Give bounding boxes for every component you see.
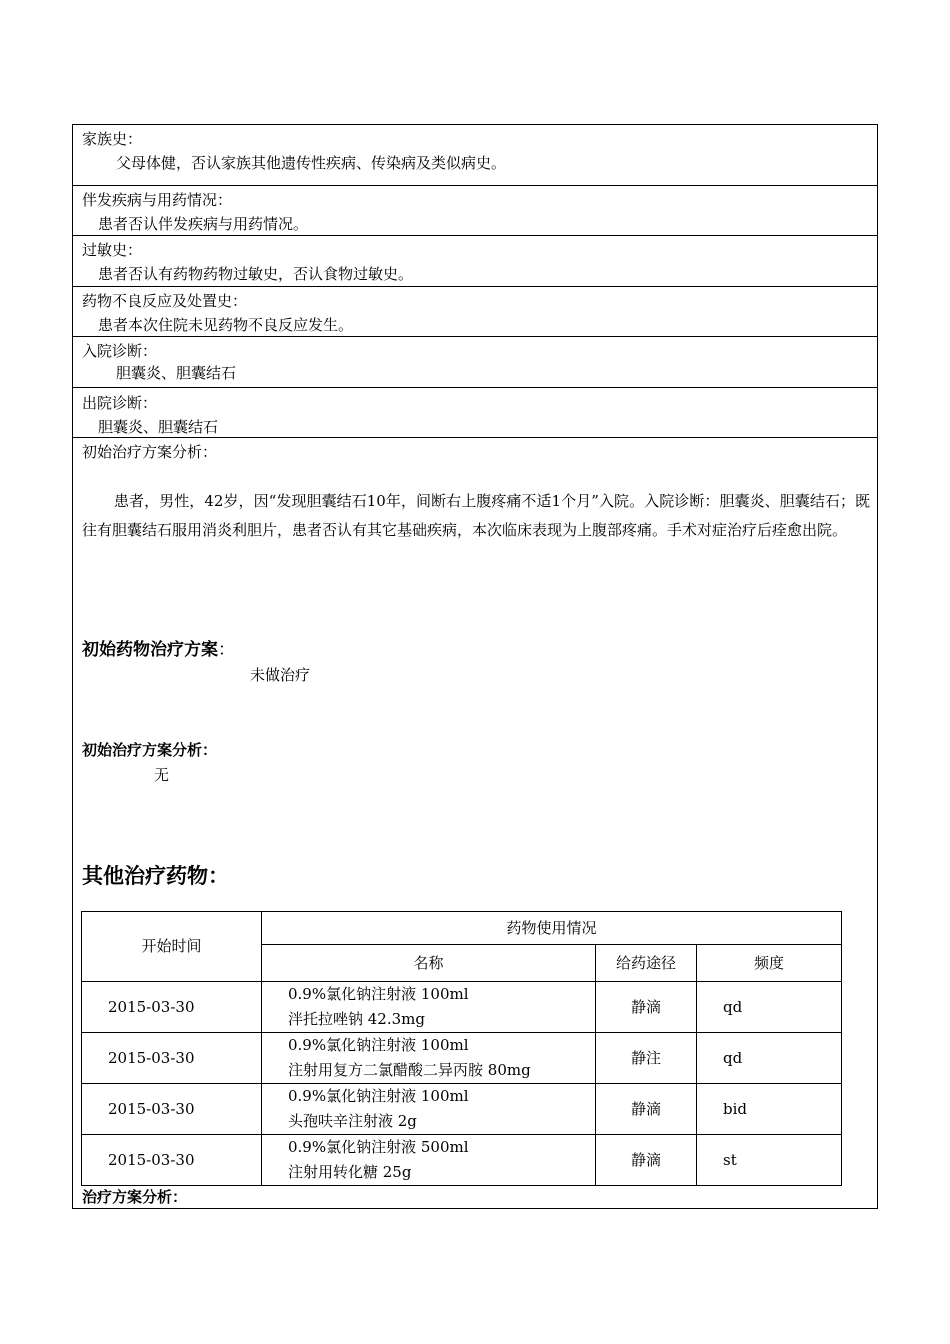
allergy-section [73, 236, 877, 287]
drug-line-2: 头孢呋辛注射液 2g [288, 1112, 417, 1130]
admission-dx-text: 胆囊炎、胆囊结石 [116, 364, 237, 382]
admission-dx-label: 入院诊断： [82, 342, 158, 360]
table-row [82, 982, 842, 1033]
family-history-section [73, 125, 877, 186]
other-drugs-heading: 其他治疗药物： [82, 863, 229, 888]
col-freq-header: 频度 [697, 945, 842, 982]
allergy-text: 患者否认有药物药物过敏史，否认食物过敏史。 [98, 265, 414, 283]
admission-dx-section [73, 337, 877, 388]
initial-drug-plan-label: 初始药物治疗方案 [82, 640, 218, 660]
initial-drug-plan-colon: ： [218, 640, 235, 660]
row-date: 2015-03-30 [82, 1033, 262, 1084]
row-drug-name [262, 1084, 596, 1135]
discharge-dx-text: 胆囊炎、胆囊结石 [98, 418, 219, 436]
row-drug-name [262, 1135, 596, 1186]
table-row [82, 1135, 842, 1186]
case-summary-paragraph: 患者，男性，42岁，因“发现胆囊结石10年，间断右上腹疼痛不适1个月”入院。入院诊断：胆囊炎、胆囊结石；既往有胆囊结石服用消炎利胆片，患者否认有其它基础疾病，本次临床表现为上腹部疼痛。手术对症治疗后痊愈出院。 [82, 492, 870, 539]
drug-line-1: 0.9%氯化钠注射液 100ml [288, 1087, 469, 1105]
col-route-header: 给药途径 [596, 945, 697, 982]
col-usage-header: 药物使用情况 [262, 912, 842, 945]
drug-line-2: 泮托拉唑钠 42.3mg [288, 1010, 425, 1028]
table-row [82, 1084, 842, 1135]
comorbidity-section [73, 186, 877, 236]
row-route: 静注 [596, 1033, 697, 1084]
row-frequency: bid [697, 1084, 842, 1135]
row-date: 2015-03-30 [82, 982, 262, 1033]
row-route: 静滴 [596, 1135, 697, 1186]
discharge-dx-section [73, 388, 877, 438]
initial-drug-plan-heading [82, 641, 235, 659]
table-header-row [82, 912, 842, 945]
discharge-dx-label: 出院诊断： [82, 394, 158, 412]
family-history-text: 父母体健，否认家族其他遗传性疾病、传染病及类似病史。 [116, 154, 507, 172]
comorbidity-text: 患者否认伴发疾病与用药情况。 [98, 215, 309, 233]
plan-analysis-label: 治疗方案分析： [82, 1188, 188, 1206]
drug-line-1: 0.9%氯化钠注射液 500ml [288, 1138, 469, 1156]
initial-drug-plan-text: 未做治疗 [250, 666, 311, 684]
comorbidity-label: 伴发疾病与用药情况： [82, 191, 233, 209]
row-route: 静滴 [596, 982, 697, 1033]
adr-section [73, 287, 877, 337]
family-history-label: 家族史： [82, 130, 143, 148]
col-start-header: 开始时间 [82, 912, 262, 982]
adr-text: 患者本次住院未见药物不良反应发生。 [98, 316, 354, 334]
row-date: 2015-03-30 [82, 1135, 262, 1186]
table-row [82, 1033, 842, 1084]
row-drug-name [262, 982, 596, 1033]
row-date: 2015-03-30 [82, 1084, 262, 1135]
initial-plan-analysis-text: 无 [154, 766, 170, 784]
drug-line-1: 0.9%氯化钠注射液 100ml [288, 1036, 469, 1054]
initial-plan-analysis-label: 初始治疗方案分析： [82, 741, 218, 759]
initial-analysis-label: 初始治疗方案分析： [82, 443, 218, 461]
row-frequency: st [697, 1135, 842, 1186]
drug-line-2: 注射用转化糖 25g [288, 1163, 412, 1181]
row-route: 静滴 [596, 1084, 697, 1135]
allergy-label: 过敏史： [82, 241, 143, 259]
adr-label: 药物不良反应及处置史： [82, 292, 248, 310]
row-frequency: qd [697, 982, 842, 1033]
col-name-header: 名称 [262, 945, 596, 982]
medication-table [81, 911, 842, 1186]
drug-line-1: 0.9%氯化钠注射液 100ml [288, 985, 469, 1003]
drug-line-2: 注射用复方二氯醋酸二异丙胺 80mg [288, 1061, 531, 1079]
record-frame [72, 124, 878, 1209]
row-frequency: qd [697, 1033, 842, 1084]
row-drug-name [262, 1033, 596, 1084]
